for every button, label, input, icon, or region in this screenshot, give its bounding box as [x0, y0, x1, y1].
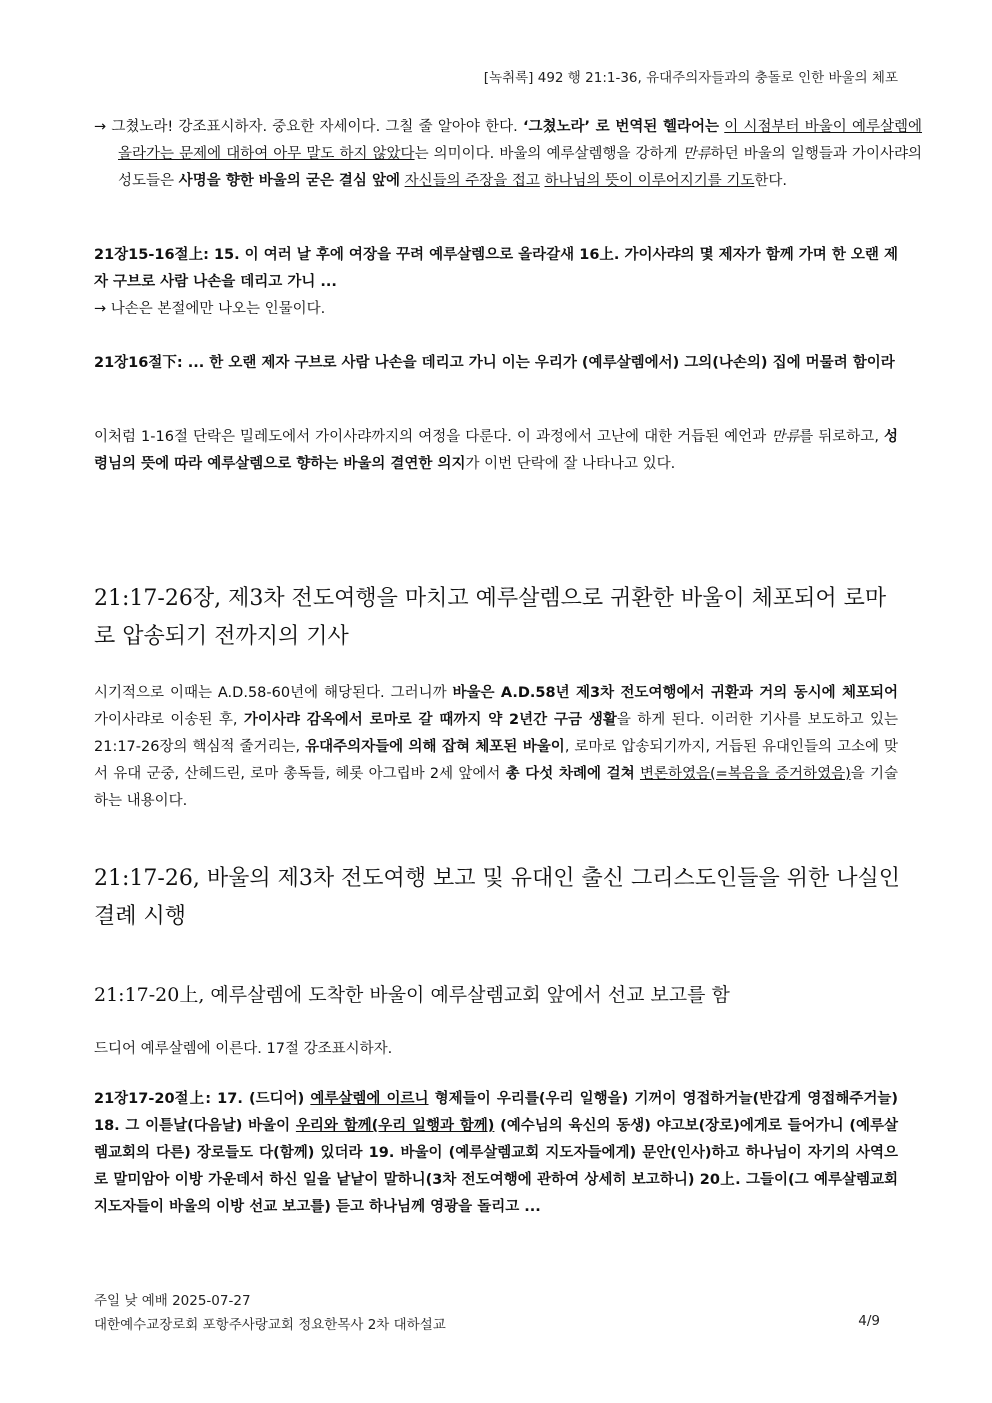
text-run: 는 의미이다. 바울의 예루살렘행을 강하게	[414, 146, 683, 162]
footer-service-date: 주일 낮 예배 2025-07-27	[94, 1293, 251, 1309]
section-heading-nazirite: 21:17-26, 바울의 제3차 전도여행 보고 및 유대인 출신 그리스도인들을 위한 나실인 결례 시행	[94, 866, 901, 929]
scripture-text: ...	[519, 1199, 541, 1215]
footer-church-info: 대한예수교장로회 포항주사랑교회 정요한목사 2차 대하설교	[94, 1317, 446, 1333]
underlined-run: 변론하였음(=복음을 증거하였음)	[639, 766, 851, 782]
text-run: 시기적으로 이때는 A.D.58-60년에 해당된다. 그러니까	[94, 685, 453, 701]
bold-run: 사명을 향한 바울의 굳은 결심 앞에	[178, 173, 400, 189]
paragraph-stop-note	[94, 114, 922, 195]
bold-run: 유대주의자들에 의해 잡혀 체포된 바울이	[305, 739, 565, 755]
text-run: 을 하게 된다. 이러한 기사를 보도하고 있는 21:17-26장의 핵심적 줄거리는,	[94, 712, 898, 755]
paragraph-arrival: 드디어 예루살렘에 이른다. 17절 강조표시하자.	[94, 1041, 393, 1057]
underlined-run: 이 시점부터 바울이 예루살렘에 올라가는 문제에 대하여 아무 말도 하지 않았다	[118, 119, 923, 162]
text-run: → 그쳤노라! 강조표시하자. 중요한 자세이다. 그칠 줄 알아야 한다.	[94, 119, 523, 135]
text-run: 가 이번 단락에 잘 나타나고 있다.	[465, 456, 676, 472]
bold-run: 성령님의 뜻에 따라 예루살렘으로 향하는 바울의 결연한 의지	[94, 429, 898, 472]
scripture-text: 15. 이 여러 날 후에 여장을 꾸려 예루살렘으로 올라갈새 16上. 가이사랴의 몇 제자가 함께 가며 한 오랜 제자 구브로 사람 나손을 데리고 가니 ...	[94, 247, 898, 290]
italic-run: 만류	[682, 146, 711, 162]
scripture-text: (예수님의 육신의 동생) 야고보(장로)에게로 들어가니 (예루살렘교회의 다른) 장로들도 다(함께) 있더라 19. 바울이 (예루살렘교회 지도자들에게) 문안(인사)하고 하나님이 자기의 사역으로 말미암아 이방 가운데서 하신 일을 낱낱이 말하니(3차 전도여행에 관하여 상세히 보고하니) 20上. 그들이(그 예루살렘교회 지도자들이 바울의 이방 선교 보고를) 듣고	[94, 1118, 899, 1215]
paragraph-timeline	[94, 680, 898, 815]
bold-run: 바울은 A.D.58년 제3차 전도여행에서 귀환과 거의 동시에 체포되어	[452, 685, 898, 701]
text-run: 을 기술하는 내용이다.	[94, 766, 899, 809]
italic-run: 만류	[771, 429, 800, 445]
page-number: 4/9	[858, 1313, 880, 1329]
text-run: 하던 바울의 일행들과 가이사랴의 성도들은	[118, 146, 922, 189]
scripture-reference: 21장16절下:	[94, 355, 188, 371]
scripture-text: ... 한 오랜 제자 구브로 사람 나손을 데리고 가니 이는 우리가 (예루살렘에서) 그의(나손의) 집에 머물려 함이라	[187, 355, 895, 371]
scripture-reference: 21장17-20절上:	[94, 1091, 218, 1107]
text-run: 이처럼 1-16절 단락은 밀레도에서 가이사랴까지의 여정을 다룬다. 이 과정에서 고난에 대한 거듭된 예언과	[94, 429, 772, 445]
text-run: 한다.	[754, 173, 788, 189]
text-run: 를 뒤로하고,	[799, 429, 884, 445]
subsection-heading-17-20: 21:17-20上, 예루살렘에 도착한 바울이 예루살렘교회 앞에서 선교 보고를 함	[94, 984, 730, 1006]
underlined-run: 하나님의 뜻이 이루어지기를 기도	[544, 173, 755, 189]
paragraph-summary-1-16	[94, 424, 898, 478]
text-run: , 로마로 압송되기까지, 거듭된 유대인들의 고소에 맞서 유대 군중, 산헤드린, 로마 총독들, 헤롯 아그립바 2세 앞에서	[94, 739, 899, 782]
section-heading-17-26: 21:17-26장, 제3차 전도여행을 마치고 예루살렘으로 귀환한 바울이 체포되어 로마로 압송되기 전까지의 기사	[94, 586, 887, 649]
bold-run: 총 다섯 차례에 걸쳐	[505, 766, 635, 782]
underlined-run: 우리와 함께(우리 일행과 함께)	[295, 1118, 495, 1134]
running-header: [녹취록] 492 행 21:1-36, 유대주의자들과의 충돌로 인한 바울의 체포	[483, 70, 898, 86]
scripture-text: 17. (드디어)	[217, 1091, 311, 1107]
scripture-passage-17-20	[94, 1086, 898, 1221]
scripture-passage-15-16	[94, 242, 898, 296]
underlined-run: 자신들의 주장을 접고	[404, 173, 540, 189]
scripture-text: 형제들이 우리를(우리 일행을) 기꺼이 영접하거늘(반갑게 영접해주거늘) 18. 그 이튿날(다음날) 바울이	[94, 1091, 898, 1134]
bold-run: ‘그쳤노라’ 로 번역된 헬라어는	[522, 119, 720, 135]
scripture-reference: 21장15-16절上:	[94, 247, 214, 263]
bold-run: 가이사랴 감옥에서 로마로 갈 때까지 약 2년간 구금 생활	[243, 712, 617, 728]
paragraph-nason-note: → 나손은 본절에만 나오는 인물이다.	[94, 301, 326, 317]
scripture-passage-16	[94, 350, 898, 377]
text-run: 가이사랴로 이송된 후,	[94, 712, 244, 728]
underlined-run: 예루살렘에 이르니	[310, 1091, 429, 1107]
scripture-text: 하나님께 영광을 돌리고	[369, 1199, 520, 1215]
